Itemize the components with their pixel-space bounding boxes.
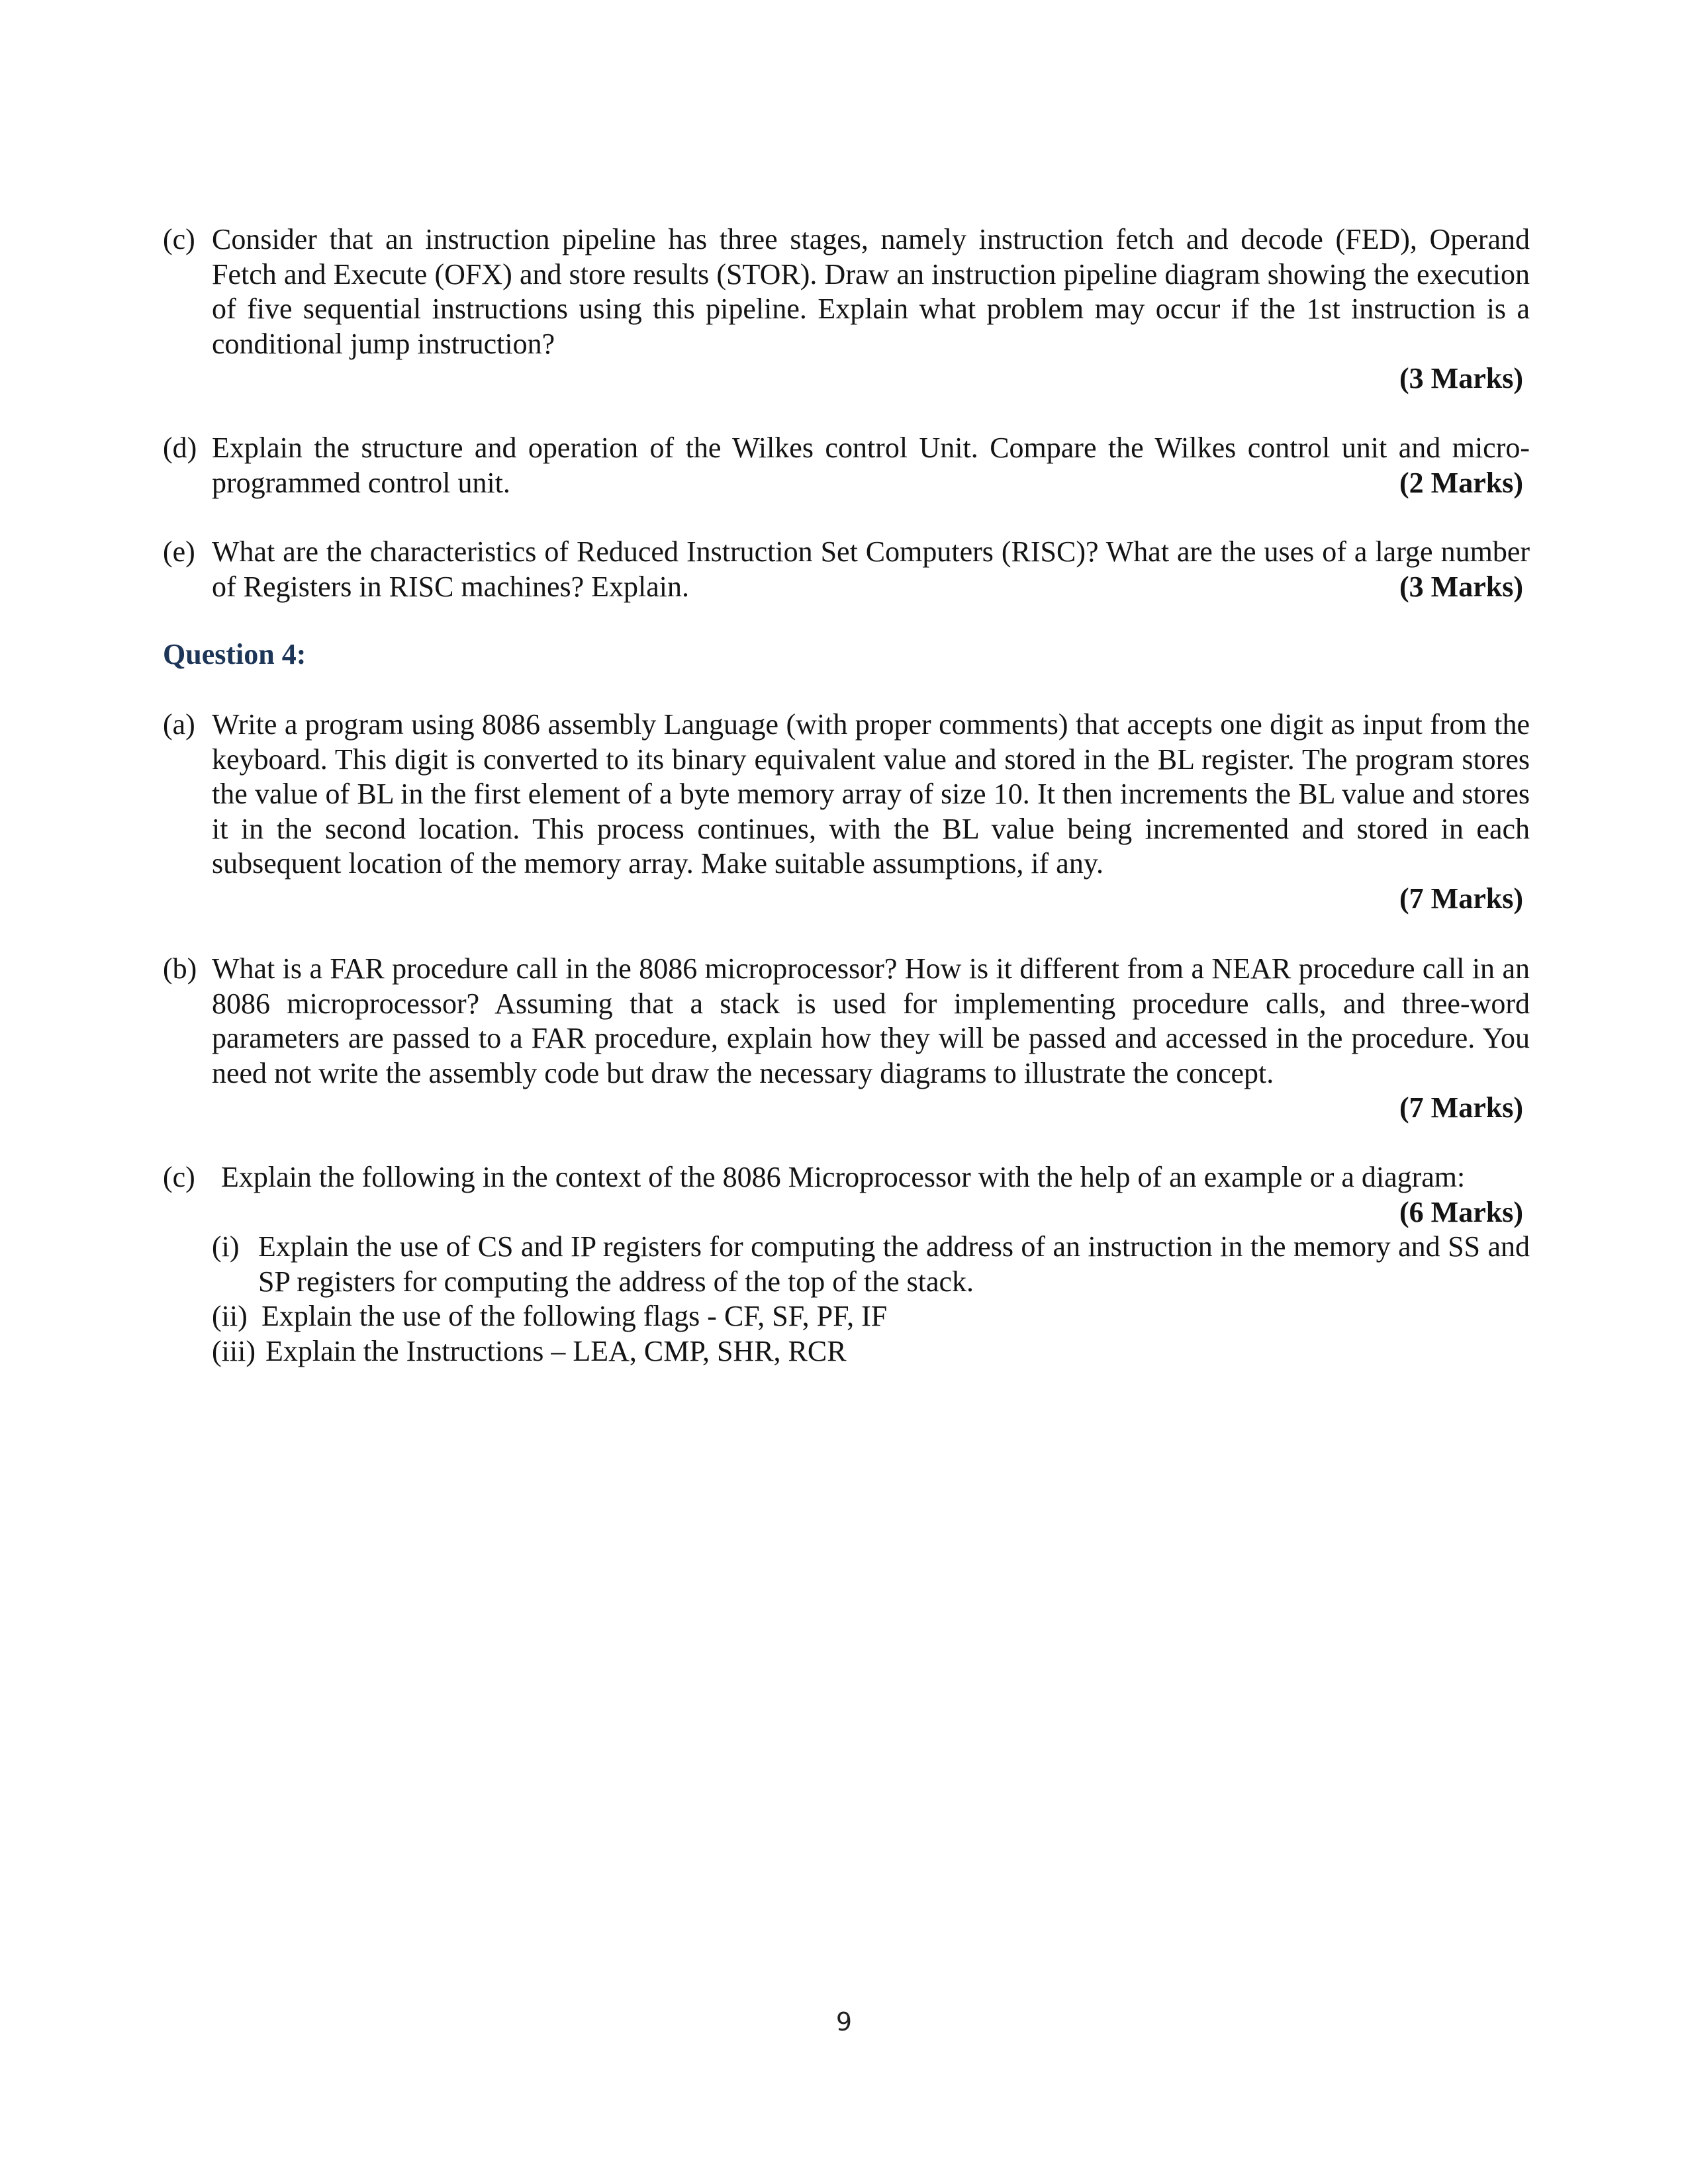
item-text: Consider that an instruction pipeline has three stages, namely instruction fetch and decode (FED), Operand Fetch and Execute (OFX) and store results (STOR). Draw an instruction pipeline diagram showing the execution of five sequential instructions using this pipeline. Explain what problem may occur if the 1st instruction is a conditional jump instruction? (212, 223, 1530, 360)
item-marks: (3 Marks) (1399, 362, 1523, 394)
item-text: What is a FAR procedure call in the 8086 microprocessor? How is it different from a NEAR procedure call in an 8086 microprocessor? Assuming that a stack is used for implementing procedure calls, and three-word parameters are passed to a FAR procedure, explain how they will be passed and accessed in the procedure. You need not write the assembly code but draw the necessary diagrams to illustrate the concept. (212, 952, 1530, 1089)
subitem-text: Explain the Instructions – LEA, CMP, SHR, RCR (265, 1335, 847, 1367)
item-body (212, 431, 1530, 500)
question-item-d (163, 431, 1530, 500)
item-label: (a) (163, 708, 195, 741)
subitem-label: (i) (212, 1230, 240, 1263)
question-item-4b (163, 952, 1530, 1126)
subitem-iii (212, 1334, 1530, 1369)
item-text: Explain the following in the context of the 8086 Microprocessor with the help of an example or a diagram: (221, 1161, 1466, 1193)
item-marks: (2 Marks) (1399, 466, 1523, 499)
subitem-label: (ii) (212, 1300, 248, 1332)
subitem-text: Explain the use of the following flags - CF, SF, PF, IF (261, 1300, 888, 1332)
item-marks: (7 Marks) (1399, 1091, 1523, 1124)
question-item-4a (163, 707, 1530, 916)
item-marks: (7 Marks) (1399, 882, 1523, 915)
page-number: 9 (835, 2007, 853, 2036)
item-label: (e) (163, 535, 195, 568)
subitem-ii (212, 1299, 1530, 1334)
item-marks: (6 Marks) (1399, 1195, 1523, 1228)
item-label: (d) (163, 432, 197, 464)
item-text: Explain the structure and operation of the Wilkes control Unit. Compare the Wilkes control unit and micro-programmed control unit. (212, 432, 1530, 499)
item-label: (b) (163, 952, 197, 985)
question-heading: Question 4: (163, 638, 306, 670)
subitem-label: (iii) (212, 1335, 256, 1367)
item-text: What are the characteristics of Reduced Instruction Set Computers (RISC)? What are the uses of a large number of Registers in RISC machines? Explain. (212, 535, 1530, 603)
item-text: Write a program using 8086 assembly Language (with proper comments) that accepts one digit as input from the keyboard. This digit is converted to its binary equivalent value and stored in the BL register. The program stores the value of BL in the first element of a byte memory array of size 10. It then increments the BL value and stores it in the second location. This process continues, with the BL value being incremented and stored in each subsequent location of the memory array. Make suitable assumptions, if any. (212, 708, 1530, 880)
question-item-c (163, 222, 1530, 396)
item-label: (c) (163, 1161, 195, 1193)
item-body (212, 535, 1530, 604)
question-item-e (163, 535, 1530, 604)
item-marks: (3 Marks) (1399, 570, 1523, 603)
subitem-text: Explain the use of CS and IP registers for computing the address of an instruction in the memory and SS and SP registers for computing the address of the top of the stack. (258, 1230, 1530, 1298)
item-label: (c) (163, 223, 195, 255)
question-item-4c (163, 1160, 1530, 1230)
subitem-i (212, 1230, 1530, 1299)
